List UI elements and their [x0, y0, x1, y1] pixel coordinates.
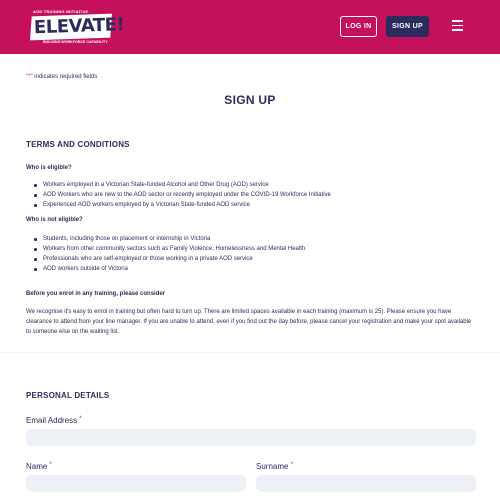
surname-field[interactable] [256, 475, 476, 492]
eligible-list [34, 180, 331, 210]
list-item: Experienced AOD workers employed by a Victorian State-funded AOD service [34, 200, 331, 210]
eligible-heading: Who is eligible? [26, 165, 72, 171]
site-header [0, 0, 500, 54]
not-eligible-heading: Who is not eligible? [26, 217, 83, 223]
logo-bottom-text: BUILDING WORKFORCE CAPABILITY [43, 40, 108, 44]
list-item: Students, including those on placement or internship in Victoria [34, 234, 305, 244]
before-enrol-paragraph: We recognise it's easy to enrol in training but often hard to turn up. There are limited spaces available in each training (maximum is 25). Please ensure you have clearance to attend from your line manager. If you are unable to attend, even if you find out the day before, please cancel your registration and make your spot available to someone else on the waiting list. [26, 309, 472, 335]
required-note-text: indicates required fields [32, 74, 98, 80]
elevate-logo[interactable] [31, 9, 125, 46]
required-fields-note [26, 74, 97, 80]
log-in-button[interactable]: LOG IN [340, 16, 377, 37]
list-item: AOD Workers who are new to the AOD sector or recently employed under the COVID-19 Workforce Initiative [34, 190, 331, 200]
surname-label: Surname * [256, 462, 294, 471]
email-label: Email Address * [26, 416, 82, 425]
not-eligible-list [34, 234, 305, 274]
list-item: Workers employed in a Victorian State-funded Alcohol and Other Drug (AOD) service [34, 180, 331, 190]
logo-wordmark: ELEVATE! [30, 14, 112, 41]
hamburger-menu-icon[interactable] [452, 20, 463, 31]
logo-top-text: AOD TRAINING INITIATIVE [33, 9, 89, 14]
list-item: AOD workers outside of Victoria [34, 264, 305, 274]
personal-details-title: PERSONAL DETAILS [26, 391, 110, 400]
name-field[interactable] [26, 475, 246, 492]
page-title: SIGN UP [224, 93, 276, 107]
email-field[interactable] [26, 429, 476, 446]
list-item: Professionals who are self-employed or those working in a private AOD service [34, 254, 305, 264]
required-star: "*" [26, 74, 33, 80]
before-enrol-heading: Before you enrol in any training, please consider [26, 291, 166, 297]
sign-up-button[interactable]: SIGN UP [386, 16, 429, 37]
list-item: Workers from other community sectors such as Family Violence, Homelessness and Mental Health [34, 244, 305, 254]
name-label: Name * [26, 462, 52, 471]
terms-title: TERMS AND CONDITIONS [26, 140, 130, 149]
section-divider [0, 352, 500, 353]
